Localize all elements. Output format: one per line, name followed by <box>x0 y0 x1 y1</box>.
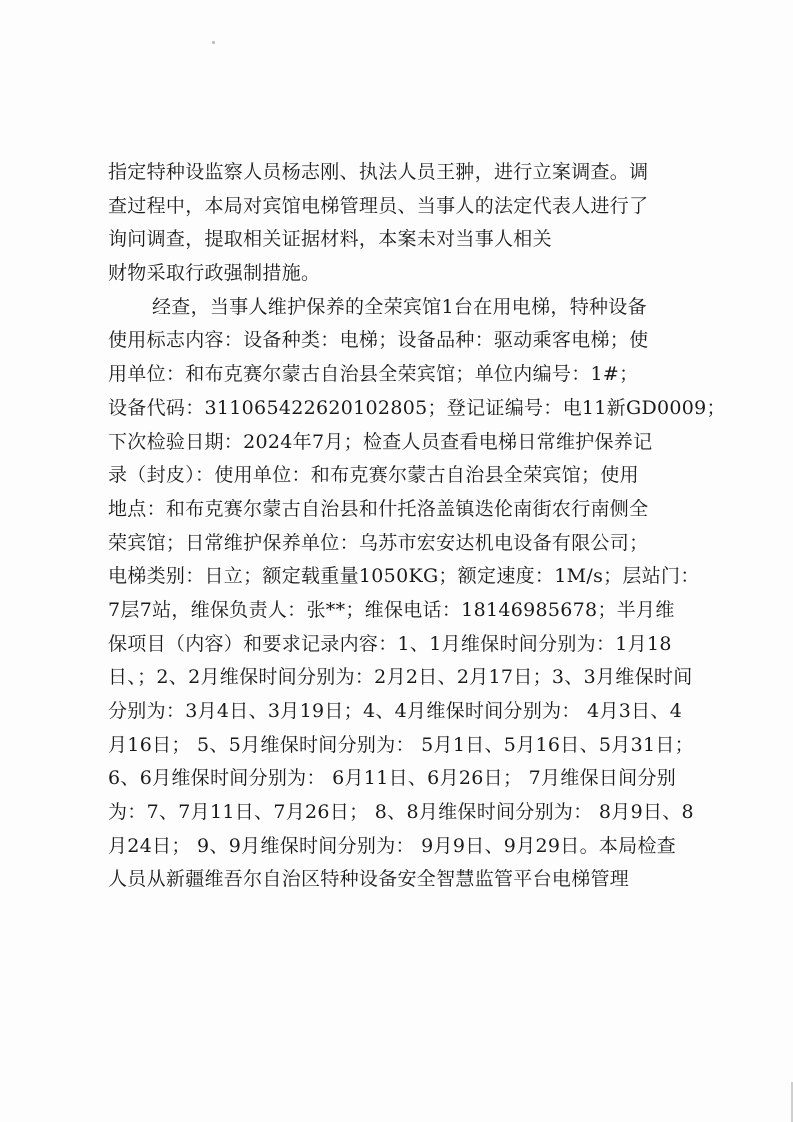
text-line-2: 查过程中，本局对宾馆电梯管理员、当事人的法定代表人进行了 <box>108 194 649 217</box>
text-line-20: 为：7、7月11日、7月26日； 8、8月维保时间分别为： 8月9日、8 <box>108 801 694 824</box>
text-line-5: 经查，当事人维护保养的全荣宾馆1台在用电梯，特种设备 <box>152 295 647 318</box>
text-line-17: 分别为：3月4日、3月19日；4、4月维保时间分别为： 4月3日、4 <box>108 700 683 722</box>
text-line-4: 财物采取行政强制措施。 <box>108 262 321 285</box>
text-line-1: 指定特种设监察人员杨志刚、执法人员王翀，进行立案调查。调 <box>108 161 649 183</box>
text-line-10: 录（封皮）：使用单位：和布克赛尔蒙古自治县全荣宾馆；使用 <box>108 464 639 487</box>
text-line-9: 下次检验日期：2024年7月；检查人员查看电梯日常维护保养记 <box>108 430 653 453</box>
text-line-13: 电梯类别：日立；额定载重量1050KG；额定速度：1M/s；层站门： <box>108 565 700 588</box>
text-line-21: 月24日； 9、9月维保时间分别为： 9月9日、9月29日。本局检查 <box>108 834 677 857</box>
text-line-16: 日、；2、2月维保时间分别为：2月2日、2月17日；3、3月维保时间 <box>108 666 693 689</box>
text-line-6: 使用标志内容：设备种类：电梯；设备品种：驱动乘客电梯；使 <box>108 329 649 352</box>
scan-speck <box>212 41 215 44</box>
text-line-19: 6、6月维保时间分别为： 6月11日、6月26日； 7月维保日间分别 <box>108 767 677 790</box>
text-line-22: 人员从新疆维吾尔自治区特种设备安全智慧监管平台电梯管理 <box>108 868 630 891</box>
text-line-18: 月16日； 5、5月维保时间分别为： 5月1日、5月16日、5月31日； <box>108 733 694 756</box>
text-line-12: 荣宾馆；日常维护保养单位：乌苏市宏安达机电设备有限公司； <box>108 531 649 554</box>
text-line-15: 保项目（内容）和要求记录内容：1、1月维保时间分别为：1月18 <box>108 632 672 655</box>
text-line-8: 设备代码：311065422620102805；登记证编号：电11新GD0009； <box>108 396 726 419</box>
text-line-14: 7层7站，维保负责人：张**；维保电话：18146985678；半月维 <box>108 598 675 621</box>
text-line-3: 询问调查，提取相关证据材料，本案未对当事人相关 <box>108 228 552 251</box>
text-line-7: 用单位：和布克赛尔蒙古自治县全荣宾馆；单位内编号：1#； <box>108 363 639 386</box>
document-body <box>108 156 726 897</box>
text-line-11: 地点：和布克赛尔蒙古自治县和什托洛盖镇迭伦南街农行南侧全 <box>108 497 649 520</box>
